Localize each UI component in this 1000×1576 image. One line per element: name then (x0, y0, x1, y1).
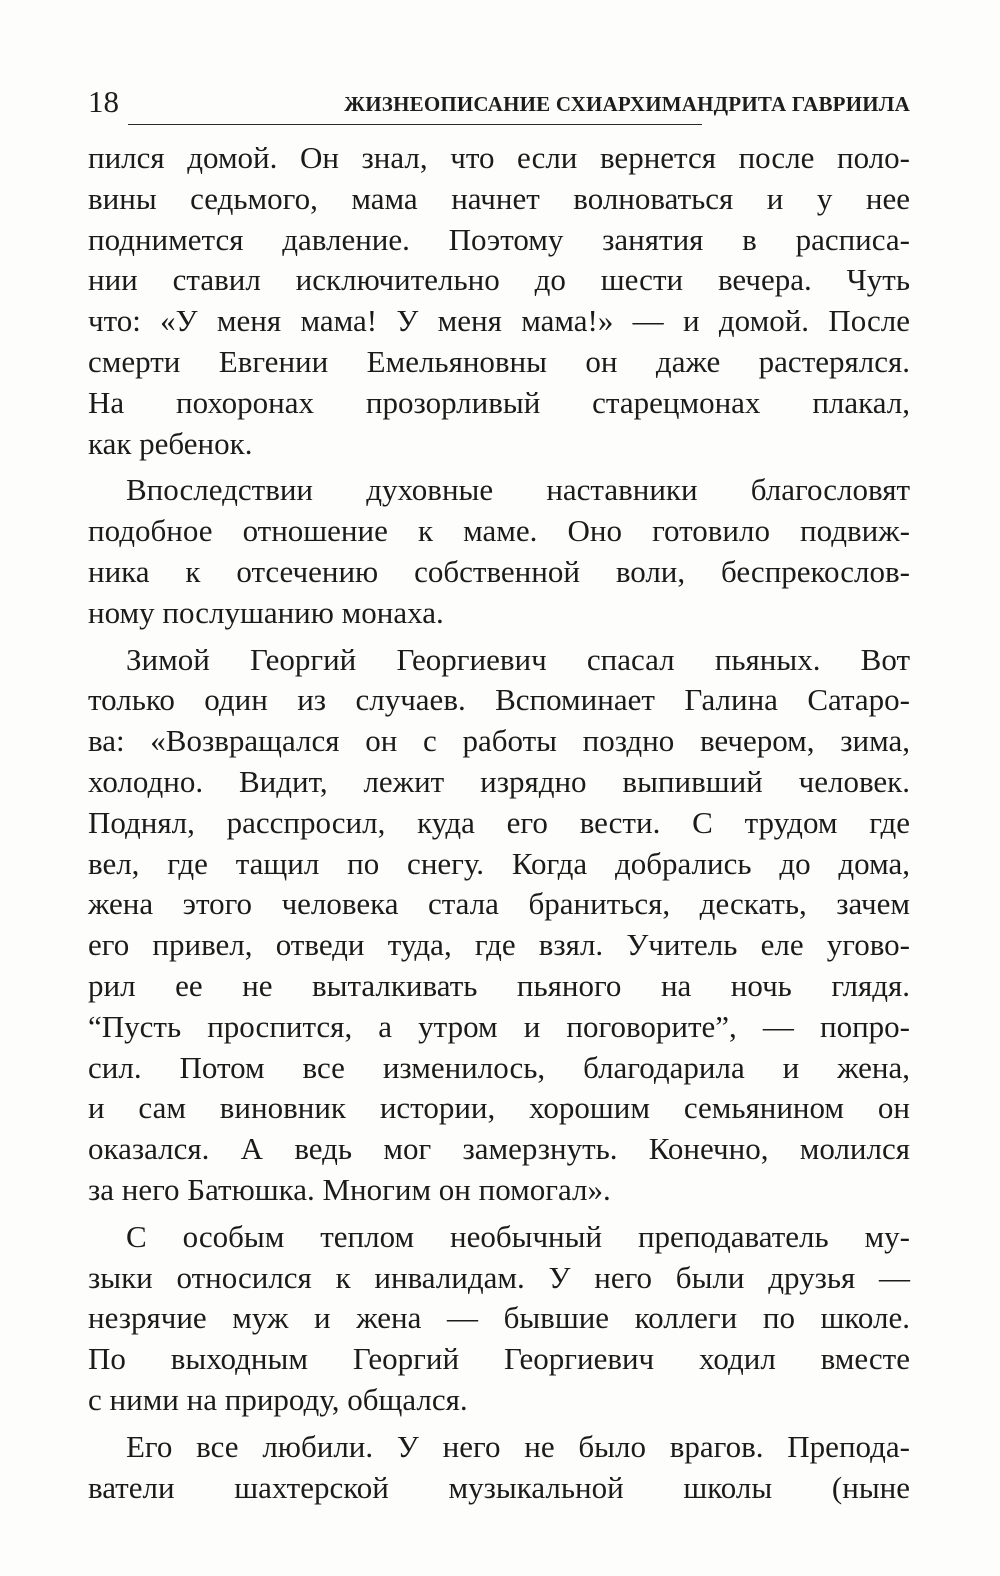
text-line: пился домой. Он знал, что если вернется после поло- (88, 140, 910, 175)
text-line: ника к отсечению собственной воли, беспрекослов- (88, 553, 910, 589)
text-line: только один из случаев. Вспоминает Галина Сатаро- (88, 682, 910, 718)
text-line: смерти Евгении Емельяновны он даже растерялся. (88, 343, 910, 379)
text-line: ватели шахтерской музыкальной школы (ныне (88, 1469, 910, 1505)
text-line: что: «У меня мама! У меня мама!» — и домой. После (88, 303, 910, 339)
text-line: ному послушанию монаха. (88, 594, 444, 630)
text-line: с ними на природу, общался. (88, 1381, 468, 1417)
text-line: зыки относился к инвалидам. У него были друзья — (88, 1259, 910, 1295)
text-line: Зимой Георгий Георгиевич спасал пьяных. Вот (126, 641, 910, 677)
text-line: Впоследствии духовные наставники благословят (126, 472, 910, 508)
text-line: С особым теплом необычный преподаватель му- (126, 1218, 910, 1254)
text-line: незрячие муж и жена — бывшие коллеги по школе. (88, 1300, 910, 1336)
text-line: вины седьмого, мама начнет волноваться и у нее (88, 180, 910, 216)
running-title: ЖИЗНЕОПИСАНИЕ СХИАРХИМАНДРИТА ГАВРИИЛА (344, 92, 910, 116)
text-line: за него Батюшка. Многим он помогал». (88, 1171, 611, 1207)
text-line: оказался. А ведь мог замерзнуть. Конечно, молился (88, 1131, 910, 1167)
text-line: холодно. Видит, лежит изрядно выпивший человек. (88, 763, 910, 799)
text-line: жена этого человека стала браниться, дескать, зачем (88, 886, 910, 922)
text-line: подобное отношение к маме. Оно готовило подвиж- (88, 513, 910, 549)
text-line: “Пусть проспится, а утром и поговорите”, — попро- (88, 1008, 910, 1044)
text-line: На похоронах прозорливый старецмонах плакал, (88, 384, 910, 420)
text-line: сил. Потом все изменилось, благодарила и жена, (88, 1049, 910, 1085)
page-number: 18 (88, 84, 119, 119)
text-line: и сам виновник истории, хорошим семьянином он (88, 1090, 910, 1126)
body-text (88, 138, 910, 1508)
text-line: нии ставил исключительно до шести вечера. Чуть (88, 262, 910, 298)
text-line: Поднял, расспросил, куда его вести. С трудом где (88, 804, 910, 840)
text-line: как ребенок. (88, 425, 253, 461)
page-header (88, 84, 910, 124)
text-line: вел, где тащил по снегу. Когда добрались до дома, (88, 845, 910, 881)
text-line: его привел, отведи туда, где взял. Учитель еле угово- (88, 927, 910, 963)
text-line: ва: «Возвращался он с работы поздно вечером, зима, (88, 723, 910, 759)
header-divider (128, 124, 702, 125)
text-line: Его все любили. У него не было врагов. Препода- (126, 1428, 910, 1464)
text-line: рил ее не выталкивать пьяного на ночь глядя. (88, 967, 910, 1003)
text-line: По выходным Георгий Георгиевич ходил вместе (88, 1341, 910, 1377)
text-line: поднимется давление. Поэтому занятия в расписа- (88, 221, 910, 257)
